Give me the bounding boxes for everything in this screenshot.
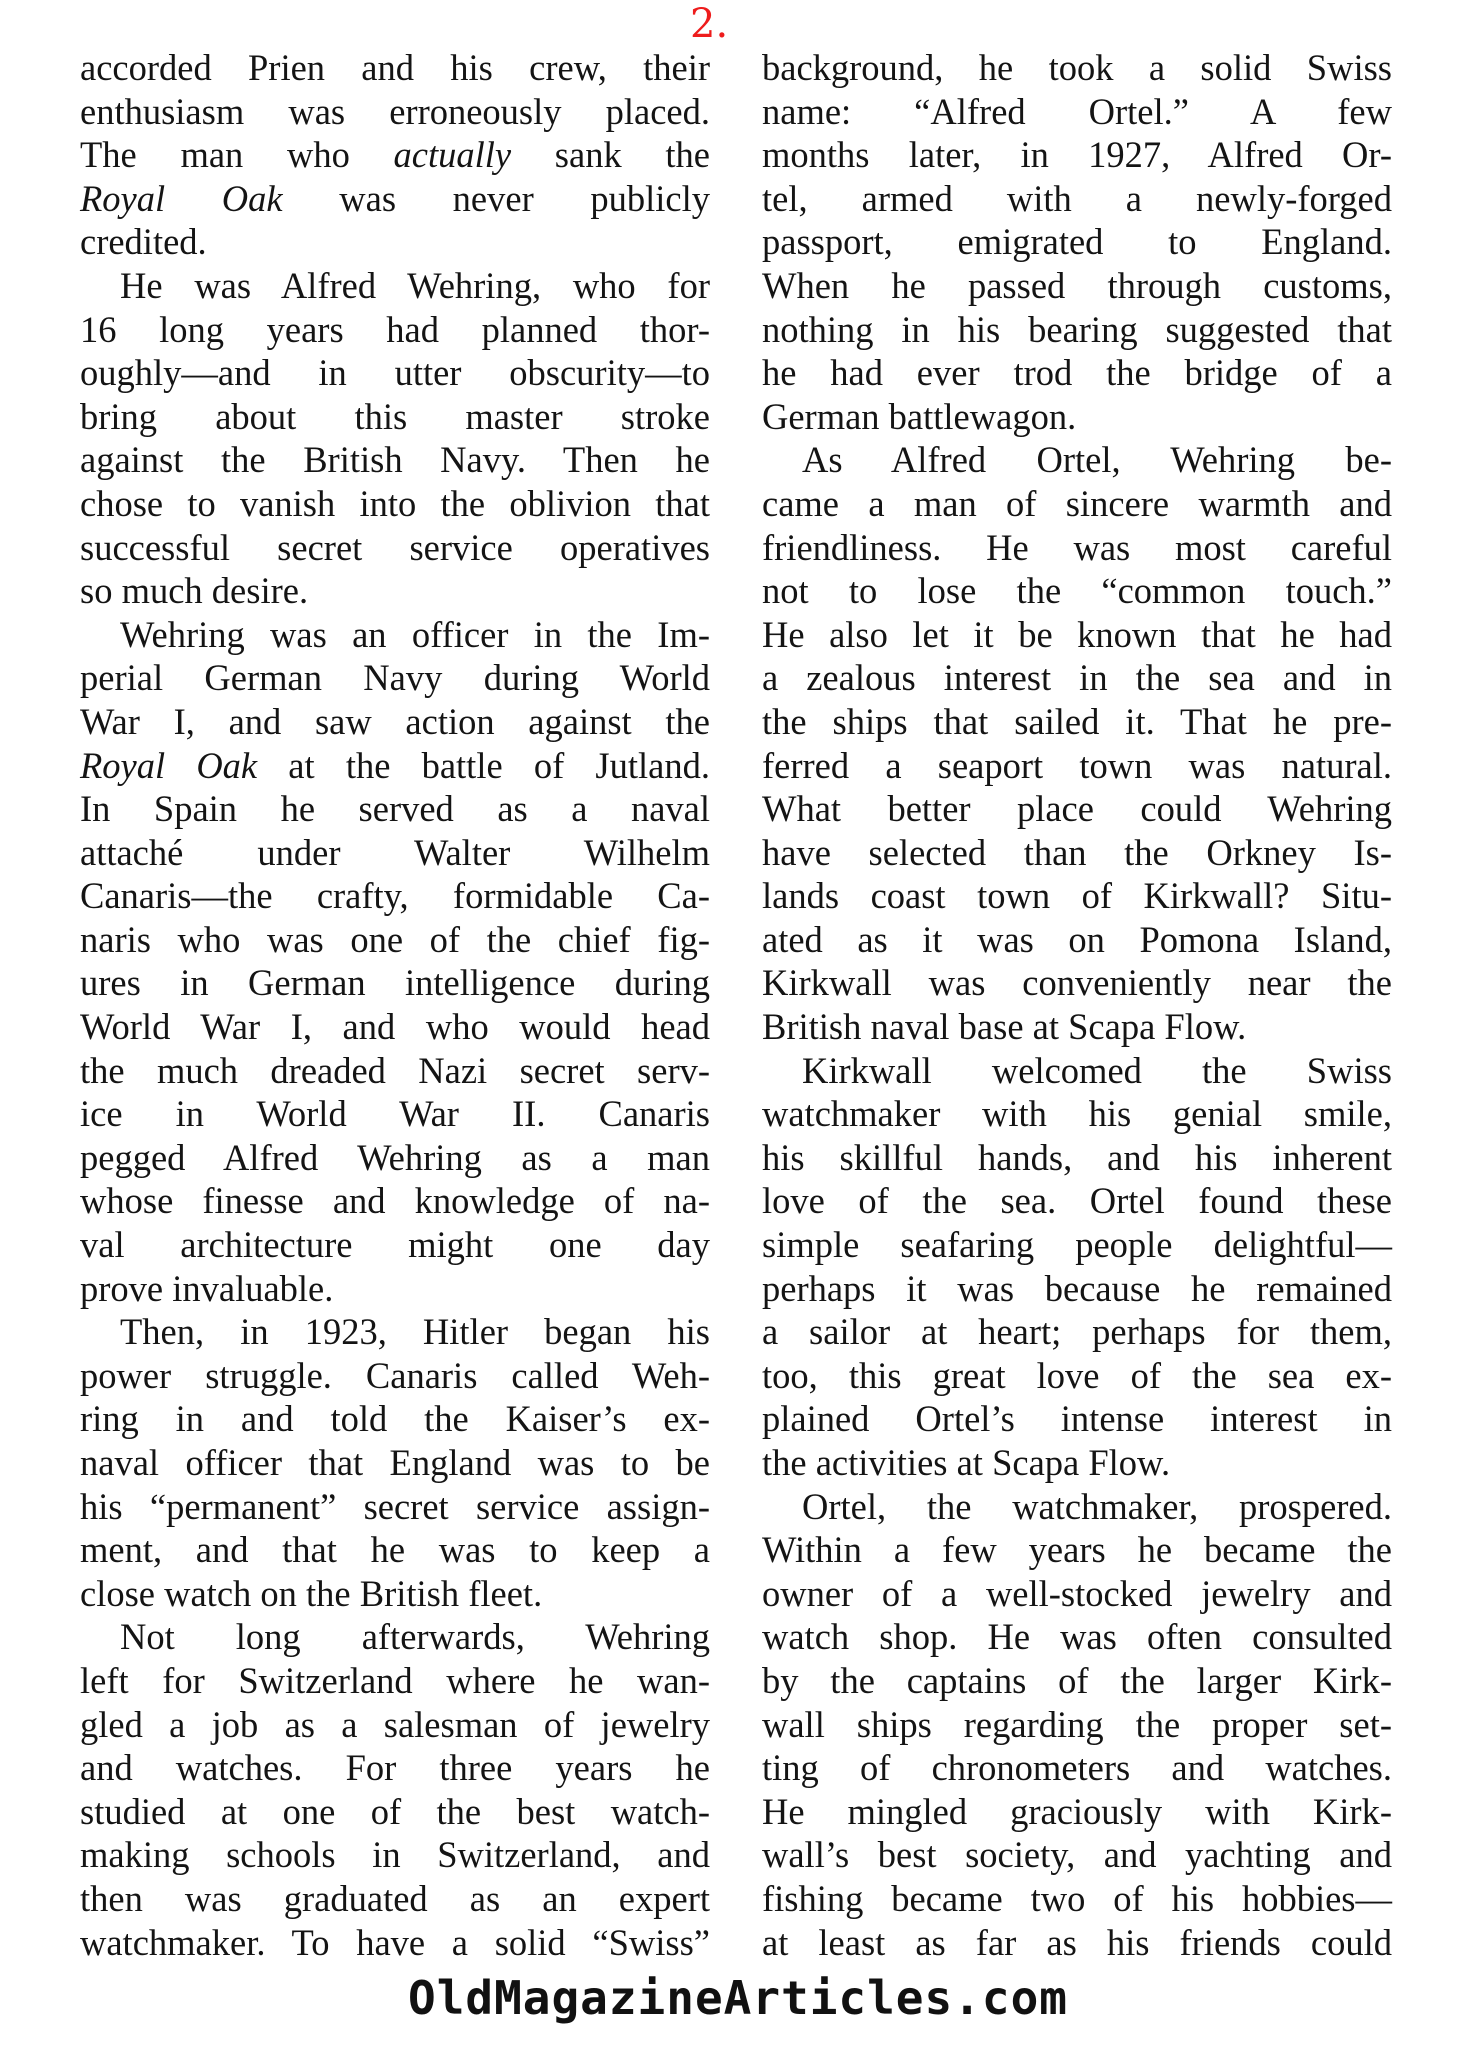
article-paragraph <box>762 1485 1392 1965</box>
text-line: val architecture might one day <box>80 1224 710 1266</box>
text-line: simple seafaring people delightful— <box>762 1224 1392 1266</box>
text-line: not to lose the “common touch.” <box>762 570 1392 612</box>
text-line: enthusiasm was erroneously placed. <box>80 90 710 132</box>
article-paragraph <box>762 1049 1392 1485</box>
text-line: the much dreaded Nazi secret serv- <box>80 1049 710 1091</box>
text-line: have selected than the Orkney Is- <box>762 831 1392 873</box>
footer-site-watermark: OldMagazineArticles.com <box>408 1971 1068 2025</box>
text-line: studied at one of the best watch- <box>80 1790 710 1832</box>
text-line: attaché under Walter Wilhelm <box>80 831 710 873</box>
article-paragraph <box>762 438 1392 1048</box>
text-line: plained Ortel’s intense interest in <box>762 1398 1392 1440</box>
text-line: ring in and told the Kaiser’s ex- <box>80 1398 710 1440</box>
text-line: passport, emigrated to England. <box>762 221 1392 263</box>
text-line: ment, and that he was to keep a <box>80 1529 710 1571</box>
text-line: watchmaker. To have a solid “Swiss” <box>80 1921 710 1963</box>
text-line: gled a job as a salesman of jewelry <box>80 1703 710 1745</box>
text-line: Then, in 1923, Hitler began his <box>120 1311 710 1353</box>
text-line: He mingled graciously with Kirk- <box>762 1790 1392 1832</box>
text-line: naris who was one of the chief fig- <box>80 918 710 960</box>
text-line: successful secret service operatives <box>80 526 710 568</box>
text-line: friendliness. He was most careful <box>762 526 1392 568</box>
text-line: his “permanent” secret service assign- <box>80 1485 710 1527</box>
text-line: ferred a seaport town was natural. <box>762 744 1392 786</box>
text-line: and watches. For three years he <box>80 1747 710 1789</box>
text-line: He was Alfred Wehring, who for <box>120 264 710 306</box>
text-line: he had ever trod the bridge of a <box>762 352 1392 394</box>
text-line: The man who actually sank the <box>80 134 710 176</box>
article-paragraph <box>80 264 710 613</box>
text-line: accorded Prien and his crew, their <box>80 47 710 88</box>
text-line: too, this great love of the sea ex- <box>762 1354 1392 1396</box>
text-line: As Alfred Ortel, Wehring be- <box>802 439 1392 481</box>
text-line: naval officer that England was to be <box>80 1442 710 1483</box>
text-line: War I, and saw action against the <box>80 700 710 742</box>
text-line: British naval base at Scapa Flow. <box>762 1006 1247 1048</box>
article-paragraph <box>80 613 710 1311</box>
text-line: tel, armed with a newly-forged <box>762 177 1392 219</box>
text-line: 16 long years had planned thor- <box>80 308 710 350</box>
text-line: ting of chronometers and watches. <box>762 1747 1392 1789</box>
text-line: power struggle. Canaris called Weh- <box>80 1354 710 1396</box>
text-line: perial German Navy during World <box>80 657 710 699</box>
text-line: Ortel, the watchmaker, prospered. <box>802 1485 1392 1527</box>
text-line: came a man of sincere warmth and <box>762 482 1392 524</box>
text-line: name: “Alfred Ortel.” A few <box>762 90 1392 132</box>
text-line: whose finesse and knowledge of na- <box>80 1180 710 1222</box>
text-line: his skillful hands, and his inherent <box>762 1136 1392 1178</box>
text-line: a zealous interest in the sea and in <box>762 657 1392 699</box>
italic-ship-name: Royal Oak <box>80 744 258 786</box>
text-line: Canaris—the crafty, formidable Ca- <box>80 875 710 917</box>
text-line: the ships that sailed it. That he pre- <box>762 700 1392 742</box>
text-line: watchmaker with his genial smile, <box>762 1093 1392 1135</box>
text-line: prove invaluable. <box>80 1267 334 1309</box>
article-paragraph <box>80 46 710 264</box>
text-line: then was graduated as an expert <box>80 1877 710 1919</box>
text-line: chose to vanish into the oblivion that <box>80 482 710 524</box>
text-line: ated as it was on Pomona Island, <box>762 918 1392 960</box>
text-line: credited. <box>80 221 207 263</box>
text-line: Wehring was an officer in the Im- <box>120 613 710 655</box>
text-line: Royal Oak was never publicly <box>80 177 710 219</box>
text-line: German battlewagon. <box>762 395 1077 437</box>
text-line: love of the sea. Ortel found these <box>762 1180 1392 1222</box>
text-line: left for Switzerland where he wan- <box>80 1659 710 1701</box>
text-line: Not long afterwards, Wehring <box>120 1616 710 1658</box>
page-number: 2. <box>690 1 729 47</box>
text-line: fishing became two of his hobbies— <box>762 1877 1392 1919</box>
right-column <box>762 46 1392 1964</box>
left-column <box>80 46 710 1964</box>
text-line: Royal Oak at the battle of Jutland. <box>80 744 710 786</box>
text-line: What better place could Wehring <box>762 788 1392 830</box>
text-line: oughly—and in utter obscurity—to <box>80 352 710 394</box>
italic-ship-name: actually <box>393 134 512 176</box>
text-line: at least as far as his friends could <box>762 1921 1392 1963</box>
text-line: wall’s best society, and yachting and <box>762 1834 1392 1876</box>
text-line: pegged Alfred Wehring as a man <box>80 1136 710 1178</box>
text-line: wall ships regarding the proper set- <box>762 1703 1392 1745</box>
text-line: owner of a well-stocked jewelry and <box>762 1572 1392 1614</box>
text-line: perhaps it was because he remained <box>762 1267 1392 1309</box>
text-line: ures in German intelligence during <box>80 962 710 1004</box>
text-line: watch shop. He was often consulted <box>762 1616 1392 1658</box>
text-line: against the British Navy. Then he <box>80 439 710 481</box>
text-line: background, he took a solid Swiss <box>762 47 1392 88</box>
text-line: He also let it be known that he had <box>762 613 1392 655</box>
italic-ship-name: Royal Oak <box>80 177 283 219</box>
text-line: making schools in Switzerland, and <box>80 1834 710 1876</box>
text-line: the activities at Scapa Flow. <box>762 1442 1171 1483</box>
text-line: by the captains of the larger Kirk- <box>762 1659 1392 1701</box>
text-line: lands coast town of Kirkwall? Situ- <box>762 875 1392 917</box>
article-paragraph <box>80 1615 710 1964</box>
article-paragraph <box>80 1310 710 1615</box>
text-line: bring about this master stroke <box>80 395 710 437</box>
text-line: so much desire. <box>80 570 309 612</box>
text-line: ice in World War II. Canaris <box>80 1093 710 1135</box>
text-line: months later, in 1927, Alfred Or- <box>762 134 1392 176</box>
text-line: a sailor at heart; perhaps for them, <box>762 1311 1392 1353</box>
text-line: Kirkwall welcomed the Swiss <box>802 1049 1392 1091</box>
text-line: Within a few years he became the <box>762 1529 1392 1571</box>
text-line: close watch on the British fleet. <box>80 1572 543 1614</box>
text-line: When he passed through customs, <box>762 264 1392 306</box>
text-line: In Spain he served as a naval <box>80 788 710 830</box>
text-line: Kirkwall was conveniently near the <box>762 962 1392 1004</box>
text-line: World War I, and who would head <box>80 1006 710 1048</box>
text-line: nothing in his bearing suggested that <box>762 308 1392 350</box>
article-paragraph <box>762 46 1392 438</box>
